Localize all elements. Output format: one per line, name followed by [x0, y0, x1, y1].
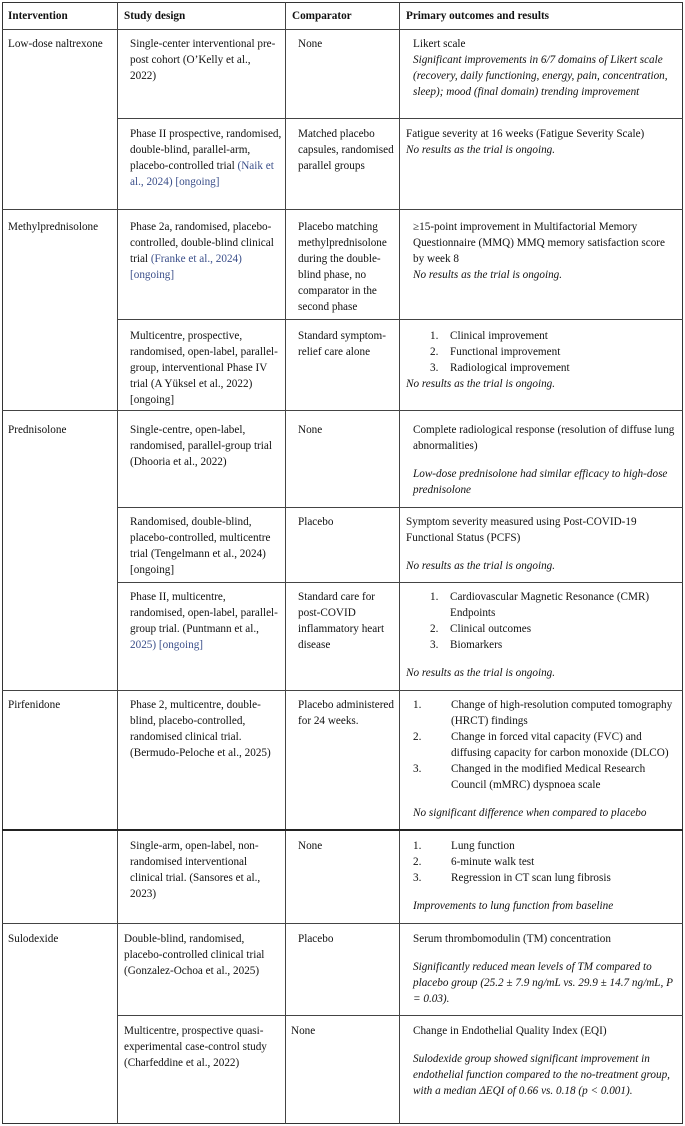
list-item: 2. Functional improvement [430, 346, 561, 358]
intervention-cell: Prednisolone [8, 424, 67, 436]
intervention-cell: Sulodexide [8, 933, 59, 945]
study-design-cell: Single-arm, open-label, non-randomised interventional clinical trial. (Sansores et al., 2023) [130, 840, 261, 900]
outcome-text: Fatigue severity at 16 weeks (Fatigue Severity Scale) [406, 128, 645, 140]
list-item: 3. Biomarkers [430, 639, 503, 651]
column-divider [117, 2, 118, 1124]
comparator-cell: None [298, 840, 323, 852]
header-intervention: Intervention [8, 10, 68, 22]
result-text: Significantly reduced mean levels of TM compared to placebo group (25.2 ± 7.9 ng/mL vs. 29.9 ± 14.7 ng/mL, P = 0.03). [413, 961, 673, 1005]
row-divider [117, 507, 683, 508]
result-text: No results as the trial is ongoing. [406, 560, 556, 572]
outcomes-cell [406, 328, 678, 392]
result-text: No results as the trial is ongoing. [406, 378, 556, 390]
list-item: 1. Clinical improvement [430, 330, 548, 342]
study-design-cell: Randomised, double-blind, placebo-controlled, multicentre trial (Tengelmann et al., 2024) [ongoing] [130, 516, 271, 576]
result-text: Sulodexide group showed significant improvement in endothelial function compared to the no-treatment group, with a median ΔEQI of 0.66 vs. 0.18 (p < 0.001). [413, 1053, 670, 1097]
study-design-cell [130, 126, 282, 190]
result-text: No results as the trial is ongoing. [406, 144, 556, 156]
list-item: 1. Lung function [413, 840, 515, 852]
citation-link[interactable]: (Naik et al., 2024) [ongoing] [130, 160, 274, 188]
outcomes-cell [413, 36, 677, 100]
result-text: Significant improvements in 6/7 domains of Likert scale (recovery, daily functioning, energy, pain, concentration, sleep); mood (final domain) trending improvement [413, 54, 668, 98]
comparator-cell: None [298, 38, 323, 50]
comparator-cell: None [298, 424, 323, 436]
comparator-cell: None [291, 1025, 316, 1037]
outcome-list [406, 589, 678, 653]
study-design-text: Phase II prospective, randomised, double-blind, parallel-arm, placebo-controlled trial [130, 128, 282, 172]
list-item: 2. 6-minute walk test [413, 856, 535, 868]
comparator-cell: Standard symptom-relief care alone [298, 330, 386, 358]
list-item: 3. Changed in the modified Medical Research Council (mMRC) dyspnoea scale [413, 763, 646, 791]
outcome-text: Complete radiological response (resolution of diffuse lung abnormalities) [413, 424, 675, 452]
study-design-cell [130, 589, 282, 653]
comparator-cell: Placebo [298, 516, 334, 528]
column-divider [285, 2, 286, 1124]
study-design-cell: Phase 2, multicentre, double-blind, placebo-controlled, randomised clinical trial. (Bermudo-Peloche et al., 2025) [130, 699, 271, 759]
study-design-cell: Double-blind, randomised, placebo-controlled clinical trial (Gonzalez-Ochoa et al., 2025) [124, 933, 265, 977]
outcomes-cell [406, 589, 678, 681]
row-divider [117, 319, 683, 320]
outcomes-cell [413, 697, 677, 821]
list-item: 2. Clinical outcomes [430, 623, 532, 635]
list-item: 3. Regression in CT scan lung fibrosis [413, 872, 611, 884]
row-divider [2, 923, 683, 924]
outcomes-cell [413, 838, 677, 914]
comparator-cell: Standard care for post-COVID inflammatory heart disease [298, 591, 385, 651]
outcomes-cell [413, 931, 677, 1007]
row-divider [117, 1015, 683, 1016]
result-text: Low-dose prednisolone had similar efficacy to high-dose prednisolone [413, 468, 668, 496]
row-divider [2, 829, 683, 831]
result-text: Improvements to lung function from baseline [413, 900, 614, 912]
citation-link[interactable]: (Franke et al., 2024) [ongoing] [130, 253, 242, 281]
study-design-cell: Single-centre, open-label, randomised, parallel-group trial (Dhooria et al., 2022) [130, 424, 272, 468]
header-comparator: Comparator [292, 10, 352, 22]
outcome-list [413, 697, 677, 793]
study-design-cell: Multicentre, prospective, randomised, open-label, parallel-group, interventional Phase IV trial (A Yüksel et al., 2022) [ongoing] [130, 330, 278, 406]
study-design-cell: Single-center interventional pre-post cohort (O’Kelly et al., 2022) [130, 38, 276, 82]
result-text: No significant difference when compared to placebo [413, 807, 647, 819]
intervention-cell: Methylprednisolone [8, 221, 99, 233]
outcomes-cell [413, 1023, 677, 1099]
outcomes-cell [413, 219, 677, 283]
study-design-cell [130, 219, 282, 283]
list-item: 1. Cardiovascular Magnetic Resonance (CMR) Endpoints [430, 591, 650, 619]
row-divider [2, 209, 683, 210]
comparator-cell: Matched placebo capsules, randomised parallel groups [298, 128, 394, 172]
citation-link[interactable]: 2025) [ongoing] [130, 639, 204, 651]
intervention-cell: Low-dose naltrexone [8, 38, 103, 50]
study-design-text: Phase II, multicentre, randomised, open-label, parallel-group trial. (Puntmann et al., [130, 591, 278, 635]
header-study-design: Study design [124, 10, 186, 22]
row-divider [2, 410, 683, 411]
study-design-cell: Multicentre, prospective quasi-experimental case-control study (Charfeddine et al., 2022) [124, 1025, 267, 1069]
list-item: 3. Radiological improvement [430, 362, 570, 374]
column-divider [399, 2, 400, 1124]
outcome-text: Likert scale [413, 38, 466, 50]
list-item: 1. Change of high-resolution computed tomography (HRCT) findings [413, 699, 673, 727]
row-divider [2, 29, 683, 30]
comparator-cell: Placebo matching methylprednisolone during the double-blind phase, no comparator in the second phase [298, 221, 387, 313]
outcome-list [413, 838, 677, 886]
outcomes-cell [413, 422, 677, 498]
outcome-text: ≥15-point improvement in Multifactorial Memory Questionnaire (MMQ) MMQ memory satisfaction score by week 8 [413, 221, 665, 265]
outcome-text: Symptom severity measured using Post-COVID-19 Functional Status (PCFS) [406, 516, 637, 544]
outcome-text: Serum thrombomodulin (TM) concentration [413, 933, 611, 945]
intervention-cell: Pirfenidone [8, 699, 61, 711]
result-text: No results as the trial is ongoing. [413, 269, 563, 281]
outcome-text: Change in Endothelial Quality Index (EQI) [413, 1025, 607, 1037]
outcome-list [406, 328, 678, 376]
outcomes-cell [406, 126, 678, 158]
comparator-cell: Placebo [298, 933, 334, 945]
row-divider [117, 118, 683, 119]
outcomes-cell [406, 514, 678, 574]
study-design-text: Phase 2a, randomised, placebo-controlled, double-blind clinical trial [130, 221, 274, 265]
result-text: No results as the trial is ongoing. [406, 667, 556, 679]
list-item: 2. Change in forced vital capacity (FVC) and diffusing capacity for carbon monoxide (DLCO) [413, 731, 669, 759]
header-outcomes: Primary outcomes and results [406, 10, 550, 22]
row-divider [2, 690, 683, 691]
row-divider [117, 582, 683, 583]
comparator-cell: Placebo administered for 24 weeks. [298, 699, 394, 727]
